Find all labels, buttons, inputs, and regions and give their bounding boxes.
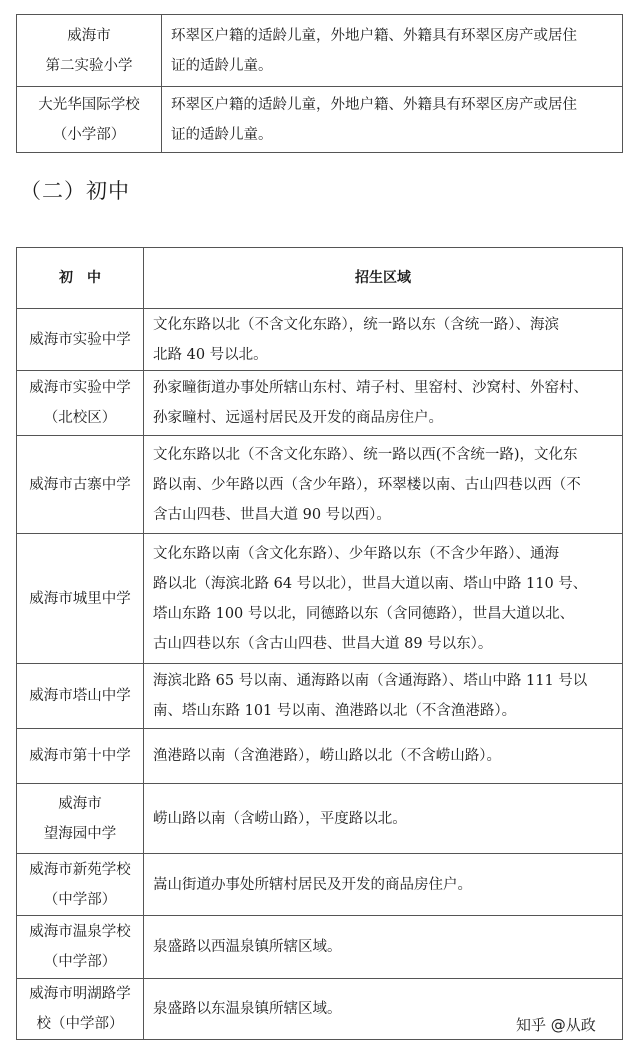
table-row: [17, 664, 623, 729]
enrollment-area-line: 嵩山街道办事处所辖村居民及开发的商品房住户。: [153, 876, 472, 893]
enrollment-area-cell: [144, 729, 623, 784]
enrollment-area-cell: [144, 534, 623, 664]
enrollment-area-line: 证的适龄儿童。: [171, 126, 273, 143]
school-name-cell: [17, 979, 144, 1040]
enrollment-area-line: 泉盛路以西温泉镇所辖区域。: [153, 939, 342, 955]
school-name-line: （中学部）: [43, 891, 117, 908]
table-row: [17, 784, 623, 854]
section-heading: （二）初中: [20, 179, 130, 203]
enrollment-area-line: 文化东路以北（不含文化东路）、统一路以西(不含统一路)，文化东: [153, 446, 578, 463]
school-name-line: 威海市塔山中学: [29, 688, 131, 704]
school-name-line: 威海市明湖路学: [29, 986, 131, 1002]
school-name-line: 威海市温泉学校: [29, 924, 131, 940]
enrollment-area-line: 含古山四巷、世昌大道 90 号以西）。: [153, 506, 391, 523]
enrollment-area-line: 渔港路以南（含渔港路），崂山路以北（不含崂山路）。: [153, 748, 501, 764]
enrollment-area-cell: [144, 436, 623, 534]
school-name-cell: [17, 436, 144, 534]
school-name-cell: [17, 784, 144, 854]
enrollment-area-line: 孙家疃村、远遥村居民及开发的商品房住户。: [153, 410, 443, 426]
school-name-cell: [17, 87, 162, 153]
school-name-line: （小学部）: [52, 126, 126, 143]
table-row: [17, 916, 623, 979]
enrollment-area-cell: [144, 916, 623, 979]
enrollment-area-line: 环翠区户籍的适龄儿童，外地户籍、外籍具有环翠区房产或居住: [171, 96, 577, 113]
table-row: [17, 15, 623, 87]
school-name-line: （中学部）: [43, 954, 117, 970]
school-name-line: 威海市: [67, 27, 111, 44]
middle-school-table-body: [17, 309, 623, 1040]
enrollment-area-line: 路以北（海滨北路 64 号以北），世昌大道以南、塔山中路 110 号、: [153, 575, 588, 592]
enrollment-area-line: 古山四巷以东（含古山四巷、世昌大道 89 号以东）。: [153, 635, 493, 652]
enrollment-area-line: 路以南、少年路以西（含少年路），环翠楼以南、古山四巷以西（不: [153, 476, 581, 493]
enrollment-area-cell: [144, 664, 623, 729]
enrollment-area-line: 南、塔山东路 101 号以南、渔港路以北（不含渔港路）。: [153, 703, 517, 719]
enrollment-area-cell: [144, 371, 623, 436]
enrollment-area-line: 泉盛路以东温泉镇所辖区域。: [153, 1001, 342, 1017]
header-school: 初 中: [17, 248, 144, 309]
school-name-line: 威海市古寨中学: [29, 476, 131, 493]
header-area: 招生区域: [144, 248, 623, 309]
school-name-line: 威海市实验中学: [29, 380, 131, 396]
table-row: [17, 436, 623, 534]
table-row: [17, 87, 623, 153]
watermark: 知乎 @从政: [516, 1016, 596, 1034]
school-name-line: 威海市: [58, 795, 102, 812]
school-name-line: 第二实验小学: [45, 57, 133, 74]
table-row: [17, 729, 623, 784]
enrollment-area-cell: [144, 854, 623, 916]
school-name-cell: [17, 309, 144, 371]
school-name-line: （北校区）: [43, 410, 117, 426]
school-name-cell: [17, 15, 162, 87]
table-row: [17, 854, 623, 916]
school-name-cell: [17, 854, 144, 916]
enrollment-area-line: 文化东路以南（含文化东路）、少年路以东（不含少年路）、通海: [153, 545, 559, 562]
enrollment-area-cell: [162, 87, 623, 153]
school-name-cell: [17, 729, 144, 784]
enrollment-area-line: 塔山东路 100 号以北，同德路以东（含同德路），世昌大道以北、: [153, 605, 575, 622]
school-name-line: 望海园中学: [43, 825, 117, 842]
enrollment-area-line: 孙家疃街道办事处所辖山东村、靖子村、里窑村、沙窝村、外窑村、: [153, 380, 588, 396]
enrollment-area-line: 海滨北路 65 号以南、通海路以南（含通海路）、塔山中路 111 号以: [153, 673, 588, 689]
enrollment-area-cell: [144, 784, 623, 854]
enrollment-area-cell: [162, 15, 623, 87]
enrollment-area-cell: [144, 309, 623, 371]
enrollment-area-line: 环翠区户籍的适龄儿童，外地户籍、外籍具有环翠区房产或居住: [171, 27, 577, 44]
enrollment-area-line: 崂山路以南（含崂山路），平度路以北。: [153, 810, 407, 827]
school-name-line: 威海市实验中学: [29, 331, 131, 348]
enrollment-area-line: 北路 40 号以北。: [153, 346, 268, 363]
table-row: [17, 309, 623, 371]
enrollment-area-line: 证的适龄儿童。: [171, 57, 273, 74]
school-name-cell: [17, 534, 144, 664]
school-name-cell: [17, 664, 144, 729]
school-name-cell: [17, 916, 144, 979]
primary-school-table: [16, 14, 623, 153]
school-name-line: 威海市新苑学校: [29, 861, 131, 878]
school-name-line: 大光华国际学校: [38, 96, 140, 113]
middle-school-table: [16, 247, 623, 1040]
school-name-cell: [17, 371, 144, 436]
school-name-line: 校（中学部）: [36, 1016, 124, 1032]
table-row: [17, 371, 623, 436]
primary-school-table-body: [17, 15, 623, 153]
school-name-line: 威海市第十中学: [29, 748, 131, 764]
table-header-row: [17, 248, 623, 309]
enrollment-area-line: 文化东路以北（不含文化东路），统一路以东（含统一路）、海滨: [153, 316, 559, 333]
table-row: [17, 534, 623, 664]
school-name-line: 威海市城里中学: [29, 590, 131, 607]
